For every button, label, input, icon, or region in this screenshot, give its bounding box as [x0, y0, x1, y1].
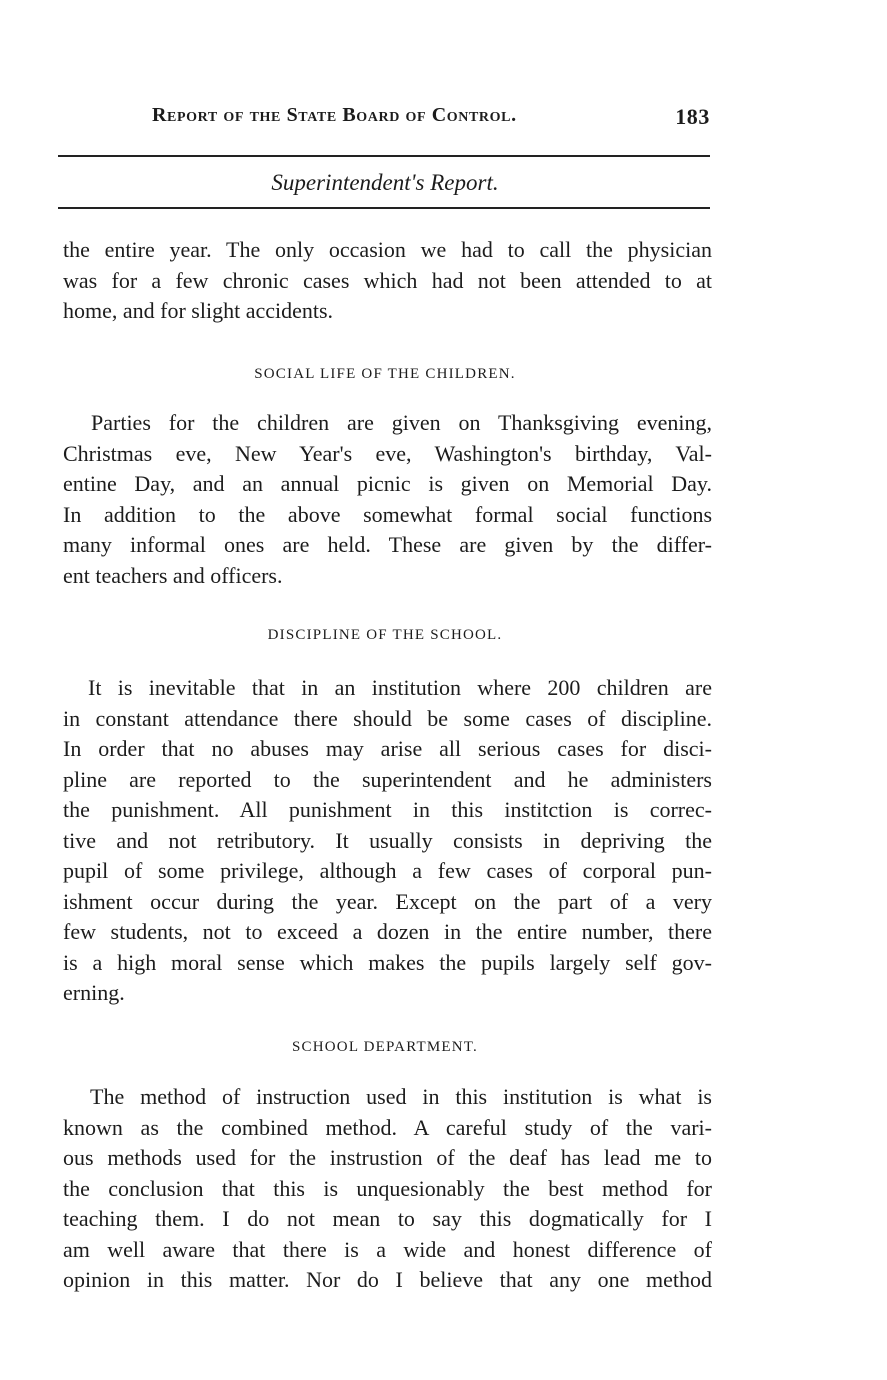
text-line: the entire year. The only occasion we had to call the physician	[63, 237, 712, 262]
text-line: in constant attendance there should be some cases of discipline.	[63, 705, 712, 731]
header-rule-top	[58, 155, 710, 157]
text-line: ishment occur during the year. Except on the part of a very	[63, 888, 712, 914]
paragraph-social-life	[63, 408, 712, 591]
text-line: erning.	[63, 980, 125, 1005]
text-line: In addition to the above somewhat formal social functions	[63, 501, 712, 527]
text-line: home, and for slight accidents.	[63, 298, 334, 323]
page-number: 183	[675, 104, 710, 129]
text-line: is a high moral sense which makes the pupils largely self gov-	[63, 949, 712, 975]
text-line: Christmas eve, New Year's eve, Washington's birthday, Val-	[63, 440, 712, 466]
section-heading-school-department: SCHOOL DEPARTMENT.	[292, 1039, 478, 1055]
report-subtitle: Superintendent's Report.	[271, 170, 499, 195]
text-line: The method of instruction used in this institution is what is	[90, 1084, 712, 1109]
paragraph-intro	[63, 235, 712, 327]
text-line: pline are reported to the superintendent and he administers	[63, 766, 712, 792]
text-line: teaching them. I do not mean to say this dogmatically for I	[63, 1206, 712, 1231]
running-title: Report of the State Board of Control.	[152, 104, 517, 126]
text-line: many informal ones are held. These are given by the differ-	[63, 532, 712, 557]
text-line: Parties for the children are given on Thanksgiving evening,	[91, 410, 712, 435]
text-line: few students, not to exceed a dozen in the entire number, there	[63, 919, 712, 944]
header-rule-bottom	[58, 207, 710, 209]
section-heading-social-life: SOCIAL LIFE OF THE CHILDREN.	[254, 366, 516, 382]
text-line: was for a few chronic cases which had not been attended to at	[63, 267, 712, 293]
paragraph-school-department	[63, 1082, 712, 1296]
text-line: In order that no abuses may arise all serious cases for disci-	[63, 736, 712, 761]
section-heading-discipline: DISCIPLINE OF THE SCHOOL.	[267, 627, 503, 643]
text-line: ent teachers and officers.	[63, 562, 283, 588]
text-line: known as the combined method. A careful study of the vari-	[63, 1114, 712, 1140]
text-line: tive and not retributory. It usually consists in depriving the	[63, 827, 712, 853]
paragraph-discipline	[63, 673, 712, 1009]
text-line: entine Day, and an annual picnic is given on Memorial Day.	[63, 471, 712, 496]
text-line: ous methods used for the instrustion of the deaf has lead me to	[63, 1145, 712, 1170]
text-line: It is inevitable that in an institution where 200 children are	[88, 675, 712, 700]
text-line: the punishment. All punishment in this institction is correc-	[63, 797, 712, 822]
text-line: pupil of some privilege, although a few cases of corporal pun-	[63, 858, 712, 883]
text-line: opinion in this matter. Nor do I believe that any one method	[63, 1267, 712, 1292]
text-line: am well aware that there is a wide and honest difference of	[63, 1236, 712, 1262]
text-line: the conclusion that this is unquesionably the best method for	[63, 1175, 712, 1201]
